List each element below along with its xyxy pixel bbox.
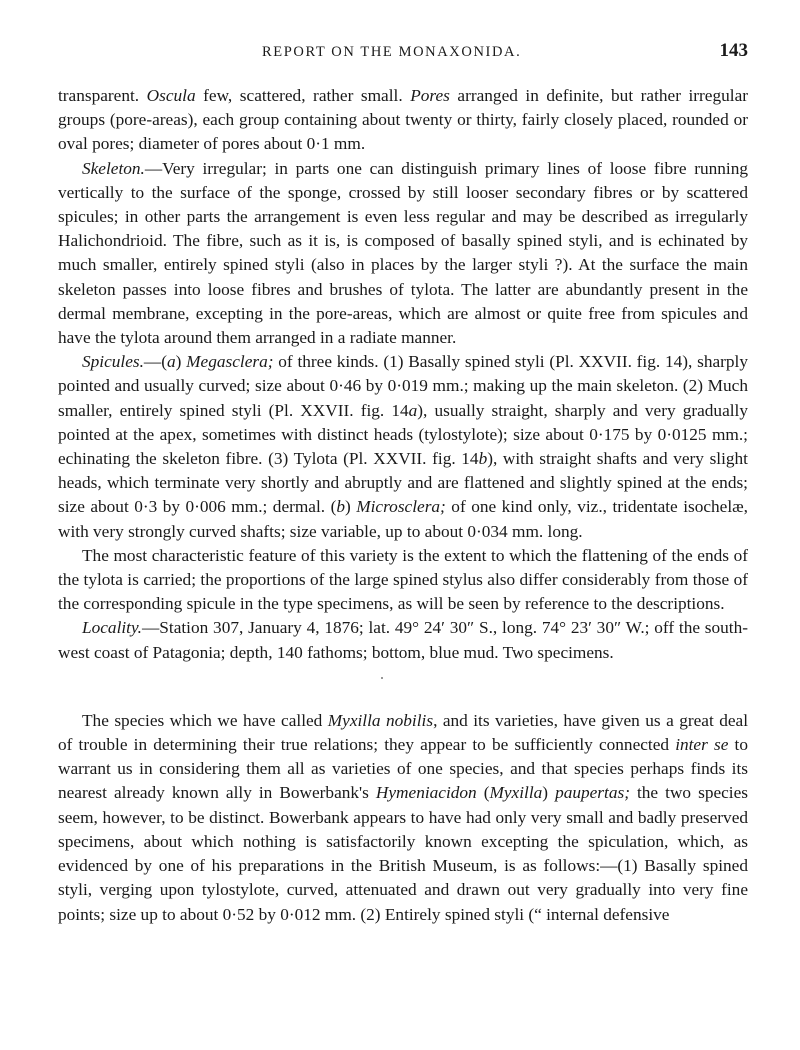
paragraph-discussion: The species which we have called Myxilla nobilis, and its varieties, have given us a great deal of trouble in determining their true relations; they appear to be sufficiently connected inter se to warrant us in considering them all as varieties of one species, and that species perhaps finds its nearest already known ally in Bowerbank's Hymeniacidon (Myxilla) paupertas; the two species seem, however, to be distinct. Bowerbank appears to have had only very small and badly preserved specimens, about which nothing is satisfactorily known excepting the spiculation, which, as evidenced by one of his preparations in the British Museum, is as follows:—(1) Basally spined styli, verging upon tylostylote, curved, attenuated and drawn out very gradually into very fine points; size up to about 0·52 by 0·012 mm. (2) Entirely spined styli (“ internal defensive [58,710,748,924]
paragraph-characteristic: The most characteristic feature of this variety is the extent to which the flattening of the ends of the tylota is carried; the proportions of the large spined stylus also differ considerably from those of the corresponding spicule in the type specimens, as will be seen by reference to the descriptions. [58,545,748,614]
species-name: Myxilla nobilis [327,710,434,730]
section-label-skeleton: Skeleton. [82,158,145,178]
paragraph-spicules: Spicules.—(a) Megasclera; of three kinds. (1) Basally spined styli (Pl. XXVII. fig. 14), sharply pointed and usually curved; size about 0·46 by 0·019 mm.; making up the main skeleton. (2) Much smaller, entirely spined styli (Pl. XXVII. fig. 14a), usually straight, sharply and very gradually pointed at the apex, sometimes with distinct heads (tylostylote); size about 0·175 by 0·0125 mm.; echinating the skeleton fibre. (3) Tylota (Pl. XXVII. fig. 14b), with straight shafts and very slight heads, which terminate very shortly and abruptly and are flattened and slightly spined at the ends; size about 0·3 by 0·006 mm.; dermal. (b) Microsclera; of one kind only, viz., tridentate isochelæ, with very strongly curved shafts; size variable, up to about 0·034 mm. long. [58,352,748,541]
paragraph-locality: Locality.—Station 307, January 4, 1876; lat. 49° 24′ 30″ S., long. 74° 23′ 30″ W.; off the south-west coast of Patagonia; depth, 140 fathoms; bottom, blue mud. Two specimens. [58,618,748,662]
paragraph-skeleton: Skeleton.—Very irregular; in parts one can distinguish primary lines of loose fibre running vertically to the surface of the sponge, crossed by still looser secondary fibres or by scattered spicules; in other parts the arrangement is even less regular and may be described as irregularly Halichondrioid. The fibre, such as it is, is composed of basally spined styli, and is echinated by much smaller, entirely spined styli (also in places by the larger styli ?). At the surface the main skeleton passes into loose fibres and brushes of tylota. The latter are abundantly present in the dermal membrane, excepting in the pore-areas, which are almost or quite free from spicules and have the tylota around them arranged in a radiate manner. [58,158,748,348]
section-label-locality: Locality. [82,618,143,638]
phrase-inter-se: inter se [675,735,729,755]
section-separator [58,665,748,709]
term-pores: Pores [410,86,450,105]
term-microsclera: Microsclera; [356,497,446,517]
paragraph-description-continued: transparent. Oscula few, scattered, rather small. Pores arranged in definite, but rather irregular groups (pore-areas), each group containing about twenty or thirty, fairly closely placed, rounded or oval pores; diameter of pores about 0·1 mm. [58,86,748,154]
term-oscula: Oscula [146,86,196,105]
page-number: 143 [719,40,748,61]
epithet-paupertas: paupertas; [555,783,630,803]
term-megasclera: Megasclera; [186,352,274,372]
running-title: REPORT ON THE MONAXONIDA. [262,44,522,60]
genus-myxilla: Myxilla [489,783,543,803]
section-label-spicules: Spicules. [82,352,144,372]
genus-hymeniacidon: Hymeniacidon [375,783,477,803]
separator-dot [381,677,383,679]
body-text [58,84,748,927]
